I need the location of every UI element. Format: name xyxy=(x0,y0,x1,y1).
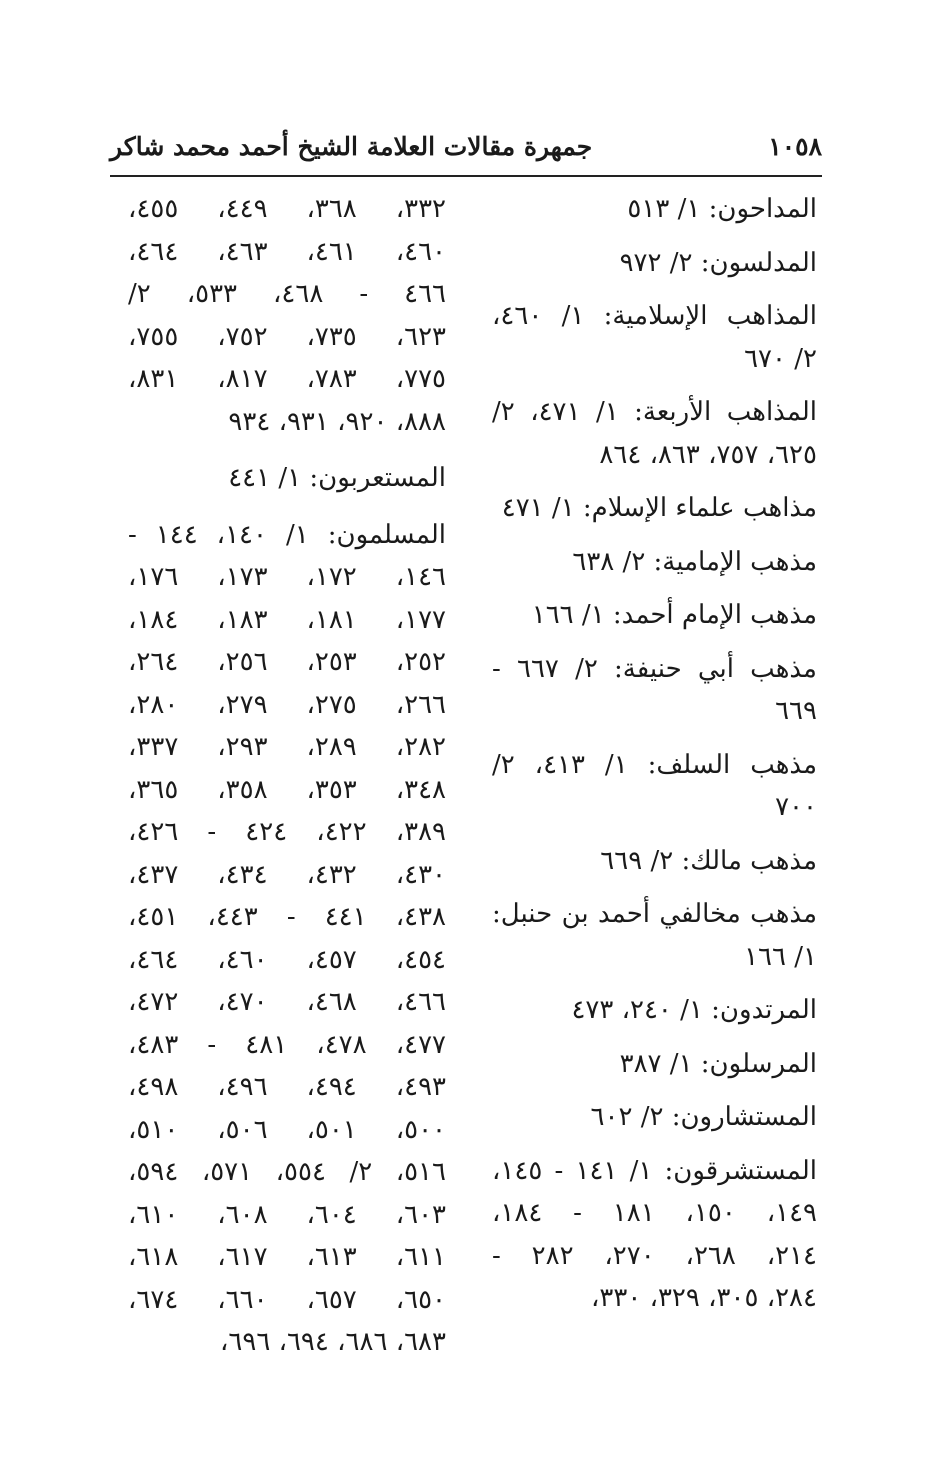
index-entry xyxy=(492,242,817,285)
index-entry-line: المرسلون: ١/ ٣٨٧ xyxy=(619,1048,817,1079)
index-entry xyxy=(492,594,817,637)
index-entry-line: ٦٢٣، ٧٣٥، ٧٥٢، ٧٥٥، xyxy=(128,321,447,352)
index-entry-line: ٤٧٧، ٤٧٨، ٤٨١ - ٤٨٣، xyxy=(128,1029,447,1060)
index-column-right xyxy=(492,188,817,1331)
index-entry-line: ٤٣٠، ٤٣٢، ٤٣٤، ٤٣٧، xyxy=(128,859,447,890)
index-entry-line: ٤٥٤، ٤٥٧، ٤٦٠، ٤٦٤، xyxy=(128,944,447,975)
index-entry-line: ٣٣٢، ٣٦٨، ٤٤٩، ٤٥٥، xyxy=(128,194,447,224)
index-entry-line: ٦٦٩ xyxy=(775,696,817,726)
index-entry-line: ٤٦٠، ٤٦١، ٤٦٣، ٤٦٤، xyxy=(128,236,447,267)
index-entry-line: ٦٨٣، ٦٨٦، ٦٩٤، ٦٩٦، xyxy=(220,1327,446,1357)
index-entry-line: ٢٥٢، ٢٥٣، ٢٥٦، ٢٦٤، xyxy=(128,647,447,677)
index-entry-line: مذهب مالك: ٢/ ٦٦٩ xyxy=(600,845,817,876)
index-entry-line: المذاهب الإسلامية: ١/ ٤٦٠، xyxy=(492,301,817,331)
index-entry-line: ٣٨٩، ٤٢٢، ٤٢٤ - ٤٢٦، xyxy=(128,817,447,847)
index-entry-line: ٤٩٣، ٤٩٤، ٤٩٦، ٤٩٨، xyxy=(128,1072,447,1102)
index-entry-line: ٤٣٨، ٤٤١ - ٤٤٣، ٤٥١، xyxy=(128,902,447,932)
index-entry-line: المستشارون: ٢/ ٦٠٢ xyxy=(590,1102,817,1132)
index-entry-line: ٦٢٥، ٧٥٧، ٨٦٣، ٨٦٤ xyxy=(599,439,817,470)
index-entry-line: المسلمون: ١/ ١٤٠، ١٤٤ - xyxy=(128,519,447,550)
index-entry xyxy=(128,457,446,500)
running-title: جمهرة مقالات العلامة الشيخ أحمد محمد شاكر xyxy=(110,132,593,161)
index-entry-line: ١٧٧، ١٨١، ١٨٣، ١٨٤، xyxy=(128,604,447,635)
index-entry-line: ٢٨٢، ٢٨٩، ٢٩٣، ٣٣٧، xyxy=(128,732,447,762)
index-entry-line: المستعربون: ١/ ٤٤١ xyxy=(228,463,446,493)
index-entry-line: ٧٠٠ xyxy=(775,792,817,822)
index-entry-line: ١٤٦، ١٧٢، ١٧٣، ١٧٦، xyxy=(128,562,447,592)
index-entry xyxy=(492,744,817,829)
index-entry xyxy=(128,514,446,1364)
index-entry-line: المداحون: ١/ ٥١٣ xyxy=(627,194,817,224)
index-entry xyxy=(492,989,817,1032)
index-entry xyxy=(492,391,817,476)
index-entry-line: ٤٦٦، ٤٦٨، ٤٧٠، ٤٧٢، xyxy=(128,987,447,1017)
index-entry-line: ٦١١، ٦١٣، ٦١٧، ٦١٨، xyxy=(128,1242,447,1272)
index-entry-line: ٢٨٤، ٣٠٥، ٣٢٩، ٣٣٠، xyxy=(591,1283,817,1313)
index-entry-line: مذهب الإمام أحمد: ١/ ١٦٦ xyxy=(531,600,817,630)
page-header xyxy=(110,128,822,172)
index-entry-line: ٢٦٦، ٢٧٥، ٢٧٩، ٢٨٠، xyxy=(128,689,447,720)
index-entry-line: ٨٨٨، ٩٢٠، ٩٣١، ٩٣٤ xyxy=(228,406,446,437)
index-entry xyxy=(492,1096,817,1139)
index-entry-line: ٦٥٠، ٦٥٧، ٦٦٠، ٦٧٤، xyxy=(128,1284,447,1315)
index-entry-line: المرتدون: ١/ ٢٤٠، ٤٧٣ xyxy=(571,995,817,1025)
index-entry-line: ٤٦٦ - ٤٦٨، ٥٣٣، ٢/ xyxy=(128,279,447,309)
index-entry-line: ٥١٦، ٢/ ٥٥٤، ٥٧١، ٥٩٤، xyxy=(128,1157,446,1187)
header-rule xyxy=(110,175,822,177)
index-entry-line: ٣٤٨، ٣٥٣، ٣٥٨، ٣٦٥، xyxy=(128,774,447,805)
index-entry xyxy=(492,648,817,733)
index-entry xyxy=(492,487,817,530)
index-column-left xyxy=(128,188,446,1364)
index-entry-line: مذهب أبي حنيفة: ٢/ ٦٦٧ - xyxy=(492,653,817,684)
index-entry-line: مذاهب علماء الإسلام: ١/ ٤٧١ xyxy=(501,493,817,523)
index-entry-line: ١/ ١٦٦ xyxy=(744,941,817,972)
index-entry-line: مذهب الإمامية: ٢/ ٦٣٨ xyxy=(572,546,817,577)
index-entry-line: ٦٠٣، ٦٠٤، ٦٠٨، ٦١٠، xyxy=(128,1199,447,1230)
index-entry xyxy=(492,295,817,380)
index-entry-line: ٧٧٥، ٧٨٣، ٨١٧، ٨٣١، xyxy=(128,364,447,394)
index-entry xyxy=(492,541,817,584)
index-entry xyxy=(492,840,817,883)
index-entry-line: مذهب السلف: ١/ ٤١٣، ٢/ xyxy=(492,749,818,780)
index-entry-line: ١٤٩، ١٥٠، ١٨١ - ١٨٤، xyxy=(492,1198,818,1228)
index-entry xyxy=(492,893,817,978)
index-entry xyxy=(492,188,817,231)
index-entry-line: المذاهب الأربعة: ١/ ٤٧١، ٢/ xyxy=(492,397,818,427)
index-entry-line: المدلسون: ٢/ ٩٧٢ xyxy=(619,247,817,278)
index-entry-line: المستشرقون: ١/ ١٤١ - ١٤٥، xyxy=(492,1155,817,1186)
index-entry-line: ٥٠٠، ٥٠١، ٥٠٦، ٥١٠، xyxy=(128,1114,447,1145)
index-entry xyxy=(128,188,446,443)
page-number: ١٠٥٨ xyxy=(768,132,822,161)
index-entry-line: مذهب مخالفي أحمد بن حنبل: xyxy=(492,899,817,929)
index-entry xyxy=(492,1150,817,1320)
index-entry-line: ٢١٤، ٢٦٨، ٢٧٠، ٢٨٢ - xyxy=(492,1240,818,1271)
index-entry-line: ٢/ ٦٧٠ xyxy=(744,343,817,374)
index-entry xyxy=(492,1043,817,1086)
